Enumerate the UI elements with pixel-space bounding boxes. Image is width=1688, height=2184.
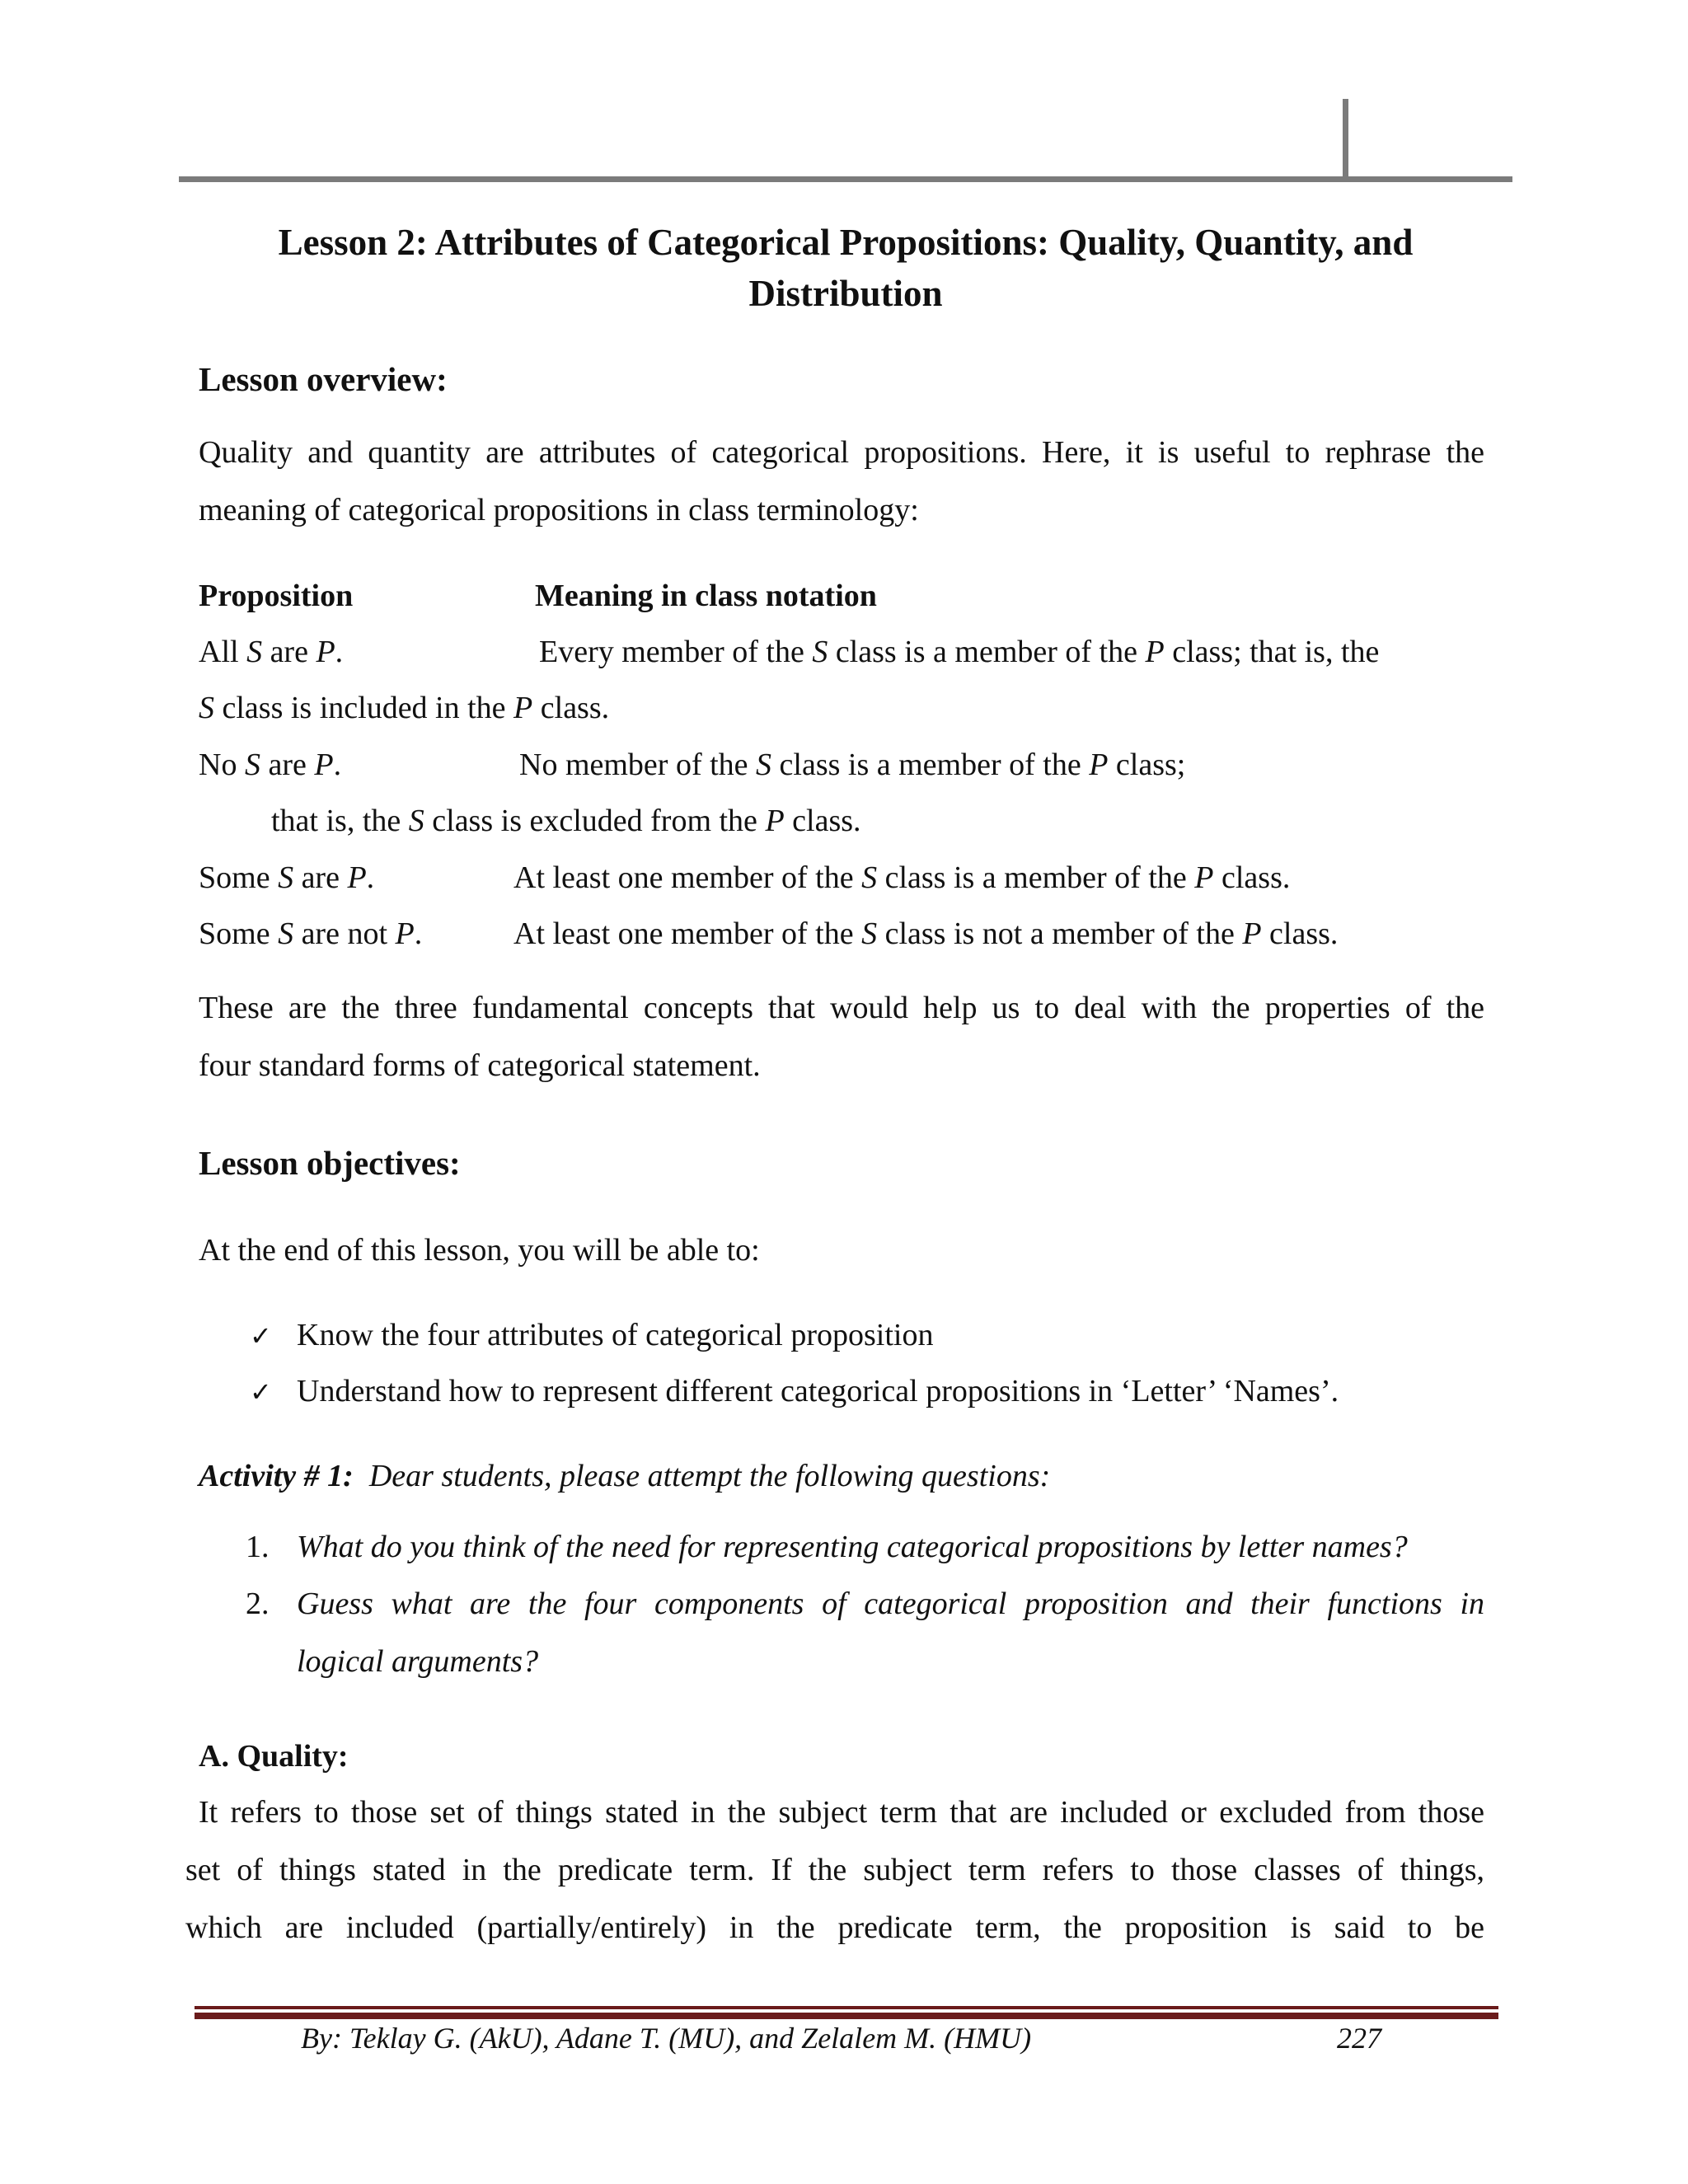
meaning-a-continuation: S class is included in the P class. bbox=[199, 691, 610, 725]
activity-label: Activity # 1: bbox=[199, 1459, 354, 1493]
lesson-title-line1: Lesson 2: Attributes of Categorical Propositions: Quality, Quantity, and bbox=[278, 222, 1414, 263]
checkmark-icon: ✓ bbox=[250, 1376, 272, 1408]
quality-line1: It refers to those set of things stated in the subject term that are included or excluded from those bbox=[199, 1795, 1484, 1830]
proposition-o: Some S are not P. bbox=[199, 916, 423, 951]
overview-line2: meaning of categorical propositions in class terminology: bbox=[199, 493, 919, 527]
overview-line1: Quality and quantity are attributes of categorical propositions. Here, it is useful to rephrase the bbox=[199, 435, 1484, 470]
question-number-2: 2. bbox=[246, 1586, 270, 1621]
meaning-a: Every member of the S class is a member of the P class; that is, the bbox=[539, 635, 1380, 669]
concepts-line2: four standard forms of categorical statement. bbox=[199, 1048, 761, 1083]
quality-line2: set of things stated in the predicate term. If the subject term refers to those classes of things, bbox=[185, 1853, 1484, 1887]
objective-text-2: Understand how to represent different categorical propositions in ‘Letter’ ‘Names’. bbox=[297, 1374, 1339, 1408]
objective-text-1: Know the four attributes of categorical proposition bbox=[297, 1318, 934, 1352]
overview-heading: Lesson overview: bbox=[199, 360, 448, 398]
question-number-1: 1. bbox=[246, 1530, 270, 1564]
meaning-e-continuation: that is, the S class is excluded from the P class. bbox=[271, 804, 861, 838]
footer-rule bbox=[195, 2006, 1498, 2009]
meaning-i: At least one member of the S class is a member of the P class. bbox=[513, 860, 1291, 895]
page-number: 227 bbox=[1337, 2022, 1381, 2055]
activity-prompt: Dear students, please attempt the following questions: bbox=[368, 1459, 1051, 1493]
header-rule bbox=[179, 176, 1512, 182]
objectives-heading: Lesson objectives: bbox=[199, 1144, 461, 1182]
question-1: What do you think of the need for representing categorical propositions by letter names? bbox=[297, 1530, 1408, 1564]
question-2-line1: Guess what are the four components of categorical proposition and their functions in bbox=[297, 1586, 1484, 1621]
proposition-e: No S are P. bbox=[199, 748, 342, 782]
footer-rule bbox=[195, 2013, 1498, 2019]
objective-item bbox=[250, 1306, 272, 1365]
lesson-title-line2: Distribution bbox=[748, 273, 943, 314]
activity-line bbox=[199, 1447, 1050, 1505]
checkmark-icon: ✓ bbox=[250, 1320, 272, 1352]
table-header-proposition: Proposition bbox=[199, 579, 354, 613]
question-2-line2: logical arguments? bbox=[297, 1644, 539, 1679]
lesson-title bbox=[179, 217, 1512, 319]
overview-paragraph bbox=[199, 424, 1484, 539]
meaning-o: At least one member of the S class is not a member of the P class. bbox=[513, 916, 1339, 951]
meaning-e: No member of the S class is a member of the P class; bbox=[519, 748, 1186, 782]
table-header-meaning: Meaning in class notation bbox=[535, 579, 877, 613]
quality-paragraph bbox=[185, 1783, 1484, 1957]
objective-item bbox=[250, 1362, 272, 1421]
quality-line3: which are included (partially/entirely) in the predicate term, the proposition is said to be bbox=[185, 1910, 1484, 1945]
quality-heading: A. Quality: bbox=[199, 1739, 349, 1774]
header-rule-tick bbox=[1343, 99, 1348, 181]
footer-authors: By: Teklay G. (AkU), Adane T. (MU), and Zelalem M. (HMU) bbox=[301, 2022, 1032, 2055]
concepts-line1: These are the three fundamental concepts that would help us to deal with the properties of the bbox=[199, 991, 1484, 1025]
question-2 bbox=[297, 1575, 1484, 1690]
objectives-intro: At the end of this lesson, you will be able to: bbox=[199, 1233, 760, 1268]
concepts-paragraph bbox=[199, 979, 1484, 1094]
proposition-a: All S are P. bbox=[199, 635, 344, 669]
proposition-i: Some S are P. bbox=[199, 860, 375, 895]
